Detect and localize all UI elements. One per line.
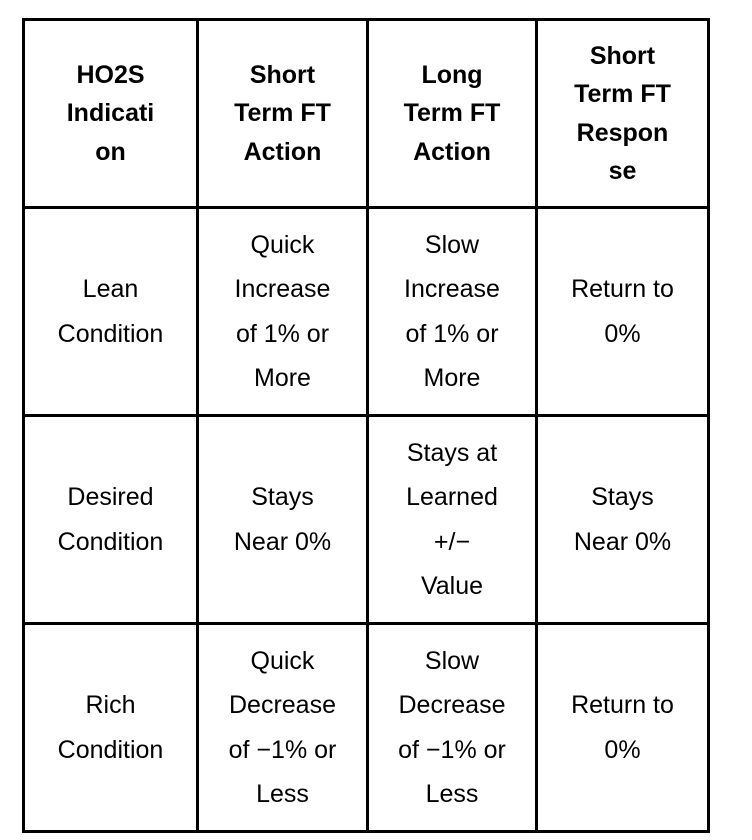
cell-desired-indication <box>25 417 199 625</box>
header-line: Action <box>413 137 491 166</box>
cell-line: Lean <box>82 275 139 303</box>
header-short-term-ft-response <box>538 21 710 209</box>
cell-line: Decrease <box>398 691 506 719</box>
cell-line: Increase <box>234 275 331 303</box>
cell-line: Return to <box>571 691 674 719</box>
cell-line: More <box>423 364 481 392</box>
header-line: Long <box>421 60 483 89</box>
cell-line: 0% <box>604 319 641 348</box>
cell-line: Quick <box>250 646 315 675</box>
cell-desired-short-term-response <box>538 417 710 625</box>
cell-line: of −1% or <box>398 735 506 764</box>
cell-rich-short-term-action <box>199 625 369 833</box>
cell-line: Condition <box>57 319 164 348</box>
cell-line: of 1% or <box>235 319 330 348</box>
header-line: Term FT <box>403 99 501 128</box>
header-line: Short <box>589 41 656 70</box>
cell-lean-long-term-action <box>369 209 538 417</box>
cell-rich-indication <box>25 625 199 833</box>
cell-lean-short-term-action <box>199 209 369 417</box>
cell-line: Slow <box>424 646 480 675</box>
header-ho2s-indication <box>25 21 199 209</box>
cell-line: of −1% or <box>228 735 337 764</box>
cell-line: of 1% or <box>405 319 499 348</box>
header-short-term-ft-action <box>199 21 369 209</box>
header-long-term-ft-action <box>369 21 538 209</box>
cell-line: Stays at <box>406 438 498 467</box>
cell-line: Condition <box>57 735 164 764</box>
cell-line: Quick <box>250 230 315 259</box>
cell-line: Less <box>425 780 479 808</box>
cell-line: More <box>254 364 311 392</box>
cell-line: Stays <box>591 483 654 511</box>
header-line: Action <box>243 137 322 166</box>
header-line: se <box>608 157 637 185</box>
cell-line: Less <box>256 780 309 808</box>
header-line: on <box>95 137 126 166</box>
cell-line: 0% <box>604 735 641 764</box>
cell-line: Near 0% <box>573 527 672 556</box>
cell-line: +/− <box>433 527 471 556</box>
header-line: Term FT <box>574 80 671 108</box>
cell-rich-long-term-action <box>369 625 538 833</box>
cell-line: Condition <box>57 527 164 556</box>
cell-line: Stays <box>251 483 314 511</box>
cell-line: Decrease <box>228 691 336 719</box>
cell-line: Rich <box>85 691 136 719</box>
cell-line: Value <box>420 572 484 600</box>
header-line: Short <box>249 60 316 89</box>
cell-rich-short-term-response <box>538 625 710 833</box>
header-line: Indicati <box>66 99 155 128</box>
header-line: Respon <box>576 118 669 147</box>
header-line: Term FT <box>234 99 331 128</box>
cell-line: Slow <box>424 230 480 259</box>
cell-line: Near 0% <box>233 527 332 556</box>
cell-line: Desired <box>67 483 154 511</box>
cell-lean-short-term-response <box>538 209 710 417</box>
header-line: HO2S <box>76 60 145 89</box>
cell-line: Learned <box>406 483 498 511</box>
cell-desired-long-term-action <box>369 417 538 625</box>
cell-line: Return to <box>571 275 674 303</box>
fuel-trim-table <box>22 18 710 833</box>
cell-desired-short-term-action <box>199 417 369 625</box>
cell-lean-indication <box>25 209 199 417</box>
cell-line: Increase <box>404 275 500 303</box>
